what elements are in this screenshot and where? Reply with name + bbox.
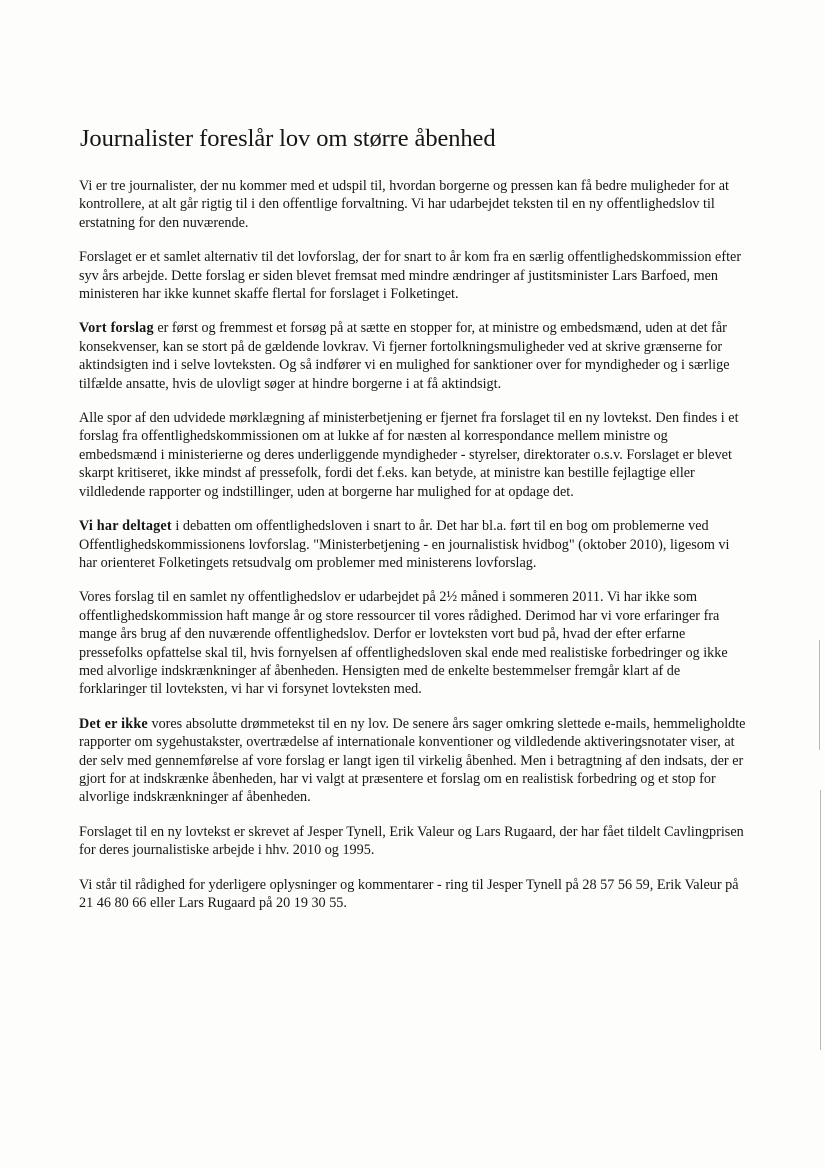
- paragraph-text: Forslaget til en ny lovtekst er skrevet af Jesper Tynell, Erik Valeur og Lars Rugaard, der har fået tildelt Cavlingprisen for deres journalistiske arbejde i hhv. 2010 og 1995.: [79, 823, 744, 859]
- paragraph-text: Vi står til rådighed for yderligere oplysninger og kommentarer - ring til Jesper Tynell på 28 57 56 59, Erik Valeur på 21 46 80 66 eller Lars Rugaard på 20 19 30 55.: [79, 876, 739, 911]
- paragraph-3: [79, 319, 747, 393]
- paragraph-text: Alle spor af den udvidede mørklægning af ministerbetjening er fjernet fra forslaget til en ny lovtekst. Den findes i et forslag fra offentlighedskommissionen om at lukke af for næsten al korrespondance mellem ministre og embedsmænd i ministerierne og deres underliggende myndigheder - styrelser, direktorater o.s.v. Forslaget er blevet skarpt kritiseret, ikke mindst af pressefolk, fordi det f.eks. kan betyde, at ministre kan bestille fejlagtige eller vildledende rapporter og indstillinger, uden at borgerne har mulighed for at opdage det.: [79, 410, 739, 500]
- scan-edge-line: [820, 790, 821, 1050]
- paragraph-8: [79, 823, 747, 860]
- paragraph-1: [79, 177, 747, 232]
- paragraph-5: [79, 517, 747, 572]
- document-title: Journalister foreslår lov om større åbenhed: [80, 125, 496, 152]
- paragraph-lead: Vort forslag: [79, 320, 154, 337]
- paragraph-2: [79, 248, 747, 303]
- paragraph-9: [79, 876, 747, 913]
- paragraph-text: i debatten om offentlighedsloven i snart to år. Det har bl.a. ført til en bog om problemerne ved Offentlighedskommissionens lovforslag. "Ministerbetjening - en journalistisk hvidbog" (oktober 2010), ligesom vi har orienteret Folketingets retsudvalg om problemer med ministerens lovforslag.: [79, 518, 730, 571]
- paragraph-7: [79, 715, 747, 807]
- scan-edge-line: [819, 640, 820, 750]
- paragraph-text: er først og fremmest et forsøg på at sætte en stopper for, at ministre og embedsmænd, uden at det får konsekvenser, kan se stort på de gældende lovkrav. Vi fjerner fortolkningsmuligheder ved at skrive grænserne for aktindsigten ind i selve lovteksten. Og så indfører vi en mulighed for sanktioner over for myndigheder og i særlige tilfælde ansatte, hvis de ulovligt søger at hindre borgerne i at få aktindsigt.: [79, 320, 730, 392]
- paragraph-text: vores absolutte drømmetekst til en ny lov. De senere års sager omkring slettede e-mails, hemmeligholdte rapporter om sygehustakster, overtrædelse af internationale konventioner og vildledende aktiveringsnotater viser, at der selv med gennemførelse af vore forslag er langt igen til virkelig åbenhed. Men i betragtning af den indsats, der er gjort for at indskrænke åbenheden, har vi valgt at præsentere et forslag om en realistisk forbedring og et stop for alvorlige indskrænkninger af åbenheden.: [79, 715, 746, 806]
- paragraph-text: Vi er tre journalister, der nu kommer med et udspil til, hvordan borgerne og pressen kan få bedre muligheder for at kontrollere, at alt går rigtig til i den offentlige forvaltning. Vi har udarbejdet teksten til en ny offentlighedslov til erstatning for den nuværende.: [79, 178, 729, 231]
- document-body: [79, 177, 747, 928]
- paragraph-text: Forslaget er et samlet alternativ til det lovforslag, der for snart to år kom fra en særlig offentlighedskommission efter syv års arbejde. Dette forslag er siden blevet fremsat med mindre ændringer af justitsminister Lars Barfoed, men ministeren har ikke kunnet skaffe flertal for forslaget i Folketinget.: [79, 249, 742, 303]
- paragraph-text: Vores forslag til en samlet ny offentlighedslov er udarbejdet på 2½ måned i sommeren 2011. Vi har ikke som offentlighedskommission haft mange år og store ressourcer til vores rådighed. Derimod har vi vore erfaringer fra mange års brug af den nuværende offentlighedslov. Derfor er lovteksten vort bud på, hvad der efter erfarne pressefolks opfattelse skal til, hvis fornyelsen af offentlighedsloven skal ende med realistiske forbedringer og ikke med alvorlige indskrænkninger af åbenheden. Hensigten med de enkelte bestemmelser fremgår klart af de forklaringer til lovteksten, vi har vi forsynet lovteksten med.: [79, 589, 728, 698]
- paragraph-lead: Det er ikke: [79, 715, 148, 732]
- paragraph-4: [79, 409, 747, 501]
- paragraph-6: [79, 588, 747, 698]
- paragraph-lead: Vi har deltaget: [79, 518, 172, 535]
